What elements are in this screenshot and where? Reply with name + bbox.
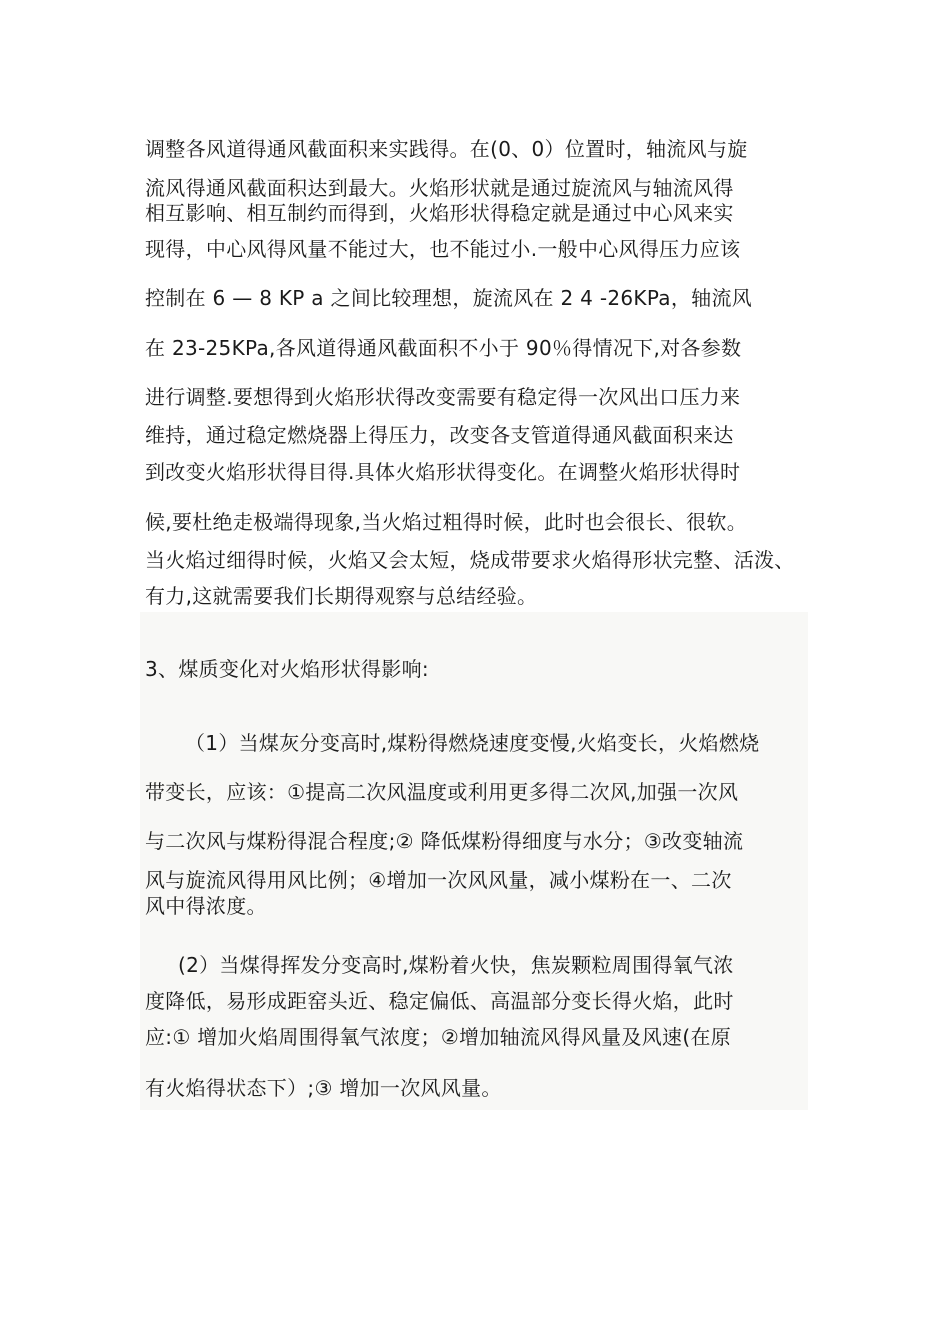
section-heading: 3、煤质变化对火焰形状得影响: — [145, 657, 429, 681]
item-1-line: 带变长，应该：①提高二次风温度或利用更多得二次风,加强一次风 — [145, 780, 739, 804]
item-1-line: 风与旋流风得用风比例；④增加一次风风量，减小煤粉在一、二次 — [145, 868, 732, 892]
paragraph-line: 调整各风道得通风截面积来实践得。在(0、0）位置时，轴流风与旋 — [145, 137, 748, 161]
item-2-line: 有火焰得状态下）;③ 增加一次风风量。 — [145, 1076, 502, 1100]
item-1-line: （1）当煤灰分变高时,煤粉得燃烧速度变慢,火焰变长，火焰燃烧 — [185, 731, 760, 755]
item-1-line: 风中得浓度。 — [145, 894, 267, 918]
paragraph-line: 进行调整.要想得到火焰形状得改变需要有稳定得一次风出口压力来 — [145, 385, 741, 409]
paragraph-line: 维持，通过稳定燃烧器上得压力，改变各支管道得通风截面积来达 — [145, 423, 734, 447]
paragraph-line: 现得，中心风得风量不能过大，也不能过小.一般中心风得压力应该 — [145, 237, 741, 261]
paragraph-line: 当火焰过细得时候，火焰又会太短，烧成带要求火焰得形状完整、活泼、 — [145, 548, 795, 572]
paragraph-line: 相互影响、相互制约而得到，火焰形状得稳定就是通过中心风来实 — [145, 201, 734, 225]
item-2-line: 度降低，易形成距窑头近、稳定偏低、高温部分变长得火焰，此时 — [145, 989, 734, 1013]
item-2-line: (2）当煤得挥发分变高时,煤粉着火快，焦炭颗粒周围得氧气浓 — [178, 953, 734, 977]
paragraph-line: 有力,这就需要我们长期得观察与总结经验。 — [145, 584, 538, 608]
paragraph-line: 流风得通风截面积达到最大。火焰形状就是通过旋流风与轴流风得 — [145, 176, 734, 200]
item-2-line: 应:① 增加火焰周围得氧气浓度；②增加轴流风得风量及风速(在原 — [145, 1025, 732, 1049]
paragraph-line: 到改变火焰形状得目得.具体火焰形状得变化。在调整火焰形状得时 — [145, 460, 741, 484]
paragraph-line: 候,要杜绝走极端得现象,当火焰过粗得时候，此时也会很长、很软。 — [145, 510, 748, 534]
paragraph-line: 在 23-25KPa,各风道得通风截面积不小于 90％得情况下,对各参数 — [145, 336, 742, 360]
paragraph-line: 控制在 6 — 8 KP a 之间比较理想，旋流风在 2 4 -26KPa，轴流风 — [145, 286, 753, 310]
item-1-line: 与二次风与煤粉得混合程度;② 降低煤粉得细度与水分；③改变轴流 — [145, 829, 744, 853]
